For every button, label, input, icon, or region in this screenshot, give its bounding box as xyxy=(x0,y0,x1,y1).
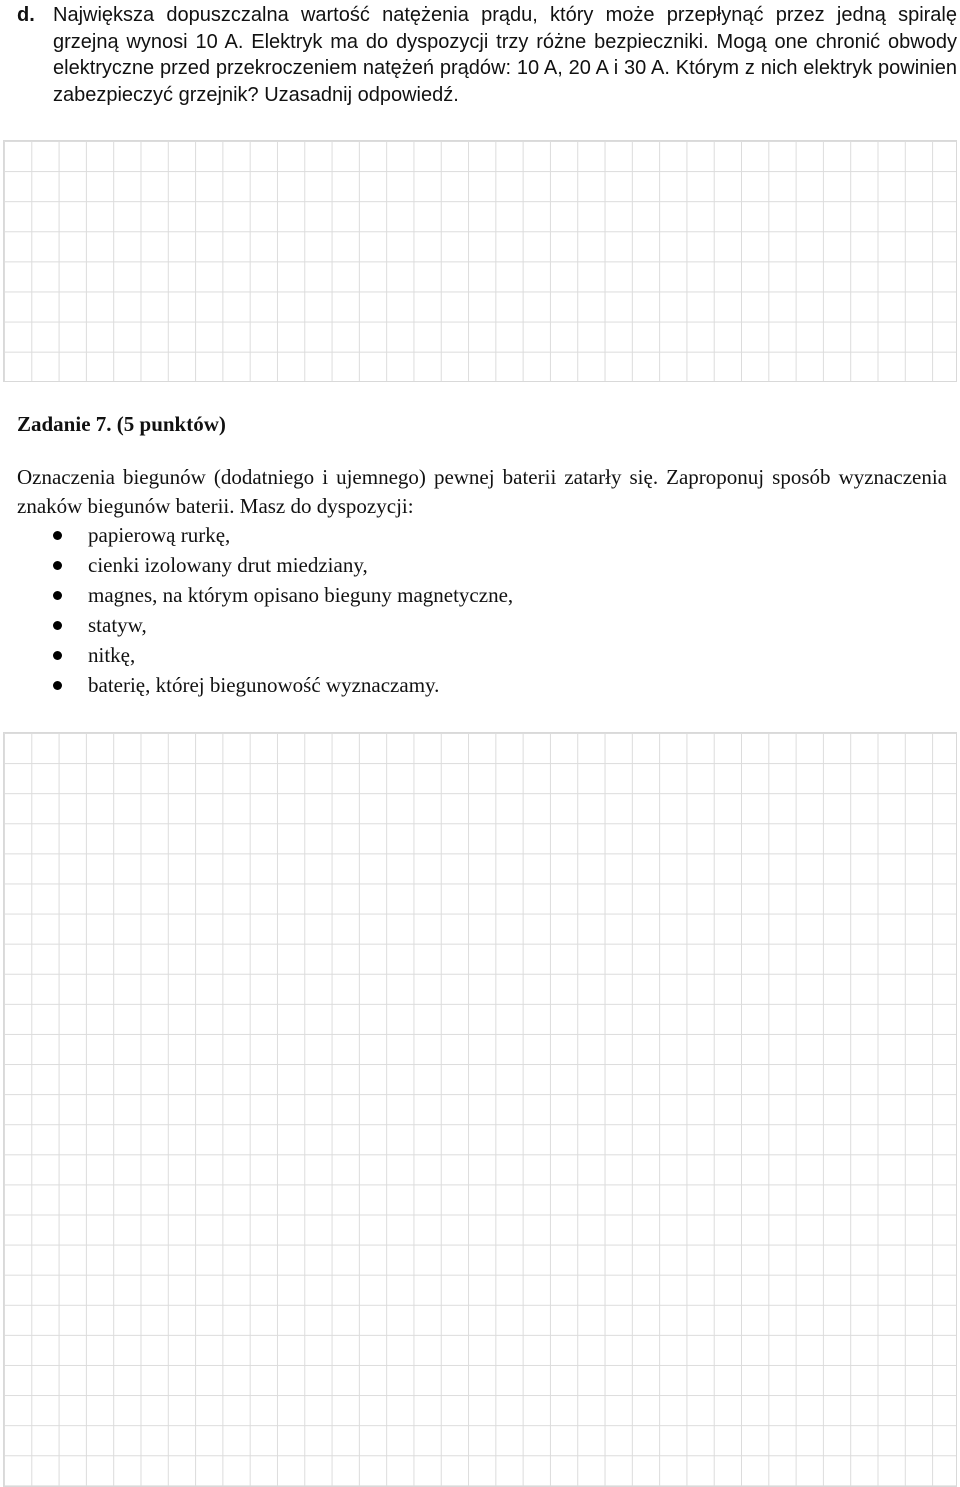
task-title xyxy=(17,410,947,438)
task-body: Oznaczenia biegunów (dodatniego i ujemnego) pewnej baterii zatarły się. Zaproponuj sposób wyznaczenia znaków biegunów baterii. Masz do dyspozycji: xyxy=(17,465,947,518)
list-item xyxy=(17,580,947,610)
bullet-icon xyxy=(53,531,62,540)
bullet-icon xyxy=(53,591,62,600)
question-letter: d. xyxy=(17,4,35,26)
list-item-label: statyw, xyxy=(88,613,147,637)
answer-grid-1[interactable] xyxy=(3,140,957,382)
list-item xyxy=(17,520,947,550)
answer-grid-2[interactable] xyxy=(3,732,957,1487)
question-d xyxy=(17,2,957,108)
list-item xyxy=(17,610,947,640)
task-7 xyxy=(17,410,947,700)
list-item-label: baterię, której biegunowość wyznaczamy. xyxy=(88,673,440,697)
list-item xyxy=(17,640,947,670)
task-points: (5 punktów) xyxy=(116,412,226,436)
bullet-icon xyxy=(53,681,62,690)
question-text: Największa dopuszczalna wartość natężenia prądu, który może przepłynąć przez jedną spiralę grzejną wynosi 10 A. Elektryk ma do dyspozycji trzy różne bezpieczniki. Mogą one chronić obwody elektryczne przed przekroczeniem natężeń prądów: 10 A, 20 A i 30 A. Którym z nich elektryk powinien zabezpieczyć grzejnik? Uzasadnij odpowiedź. xyxy=(53,4,957,106)
list-item-label: magnes, na którym opisano bieguny magnetyczne, xyxy=(88,583,514,607)
list-item-label: cienki izolowany drut miedziany, xyxy=(88,553,368,577)
bullet-icon xyxy=(53,651,62,660)
task-number: Zadanie 7. xyxy=(17,412,112,436)
list-item-label: nitkę, xyxy=(88,643,136,667)
bullet-icon xyxy=(53,561,62,570)
list-item xyxy=(17,670,947,700)
materials-list xyxy=(17,520,947,700)
list-item-label: papierową rurkę, xyxy=(88,523,231,547)
list-item xyxy=(17,550,947,580)
bullet-icon xyxy=(53,621,62,630)
